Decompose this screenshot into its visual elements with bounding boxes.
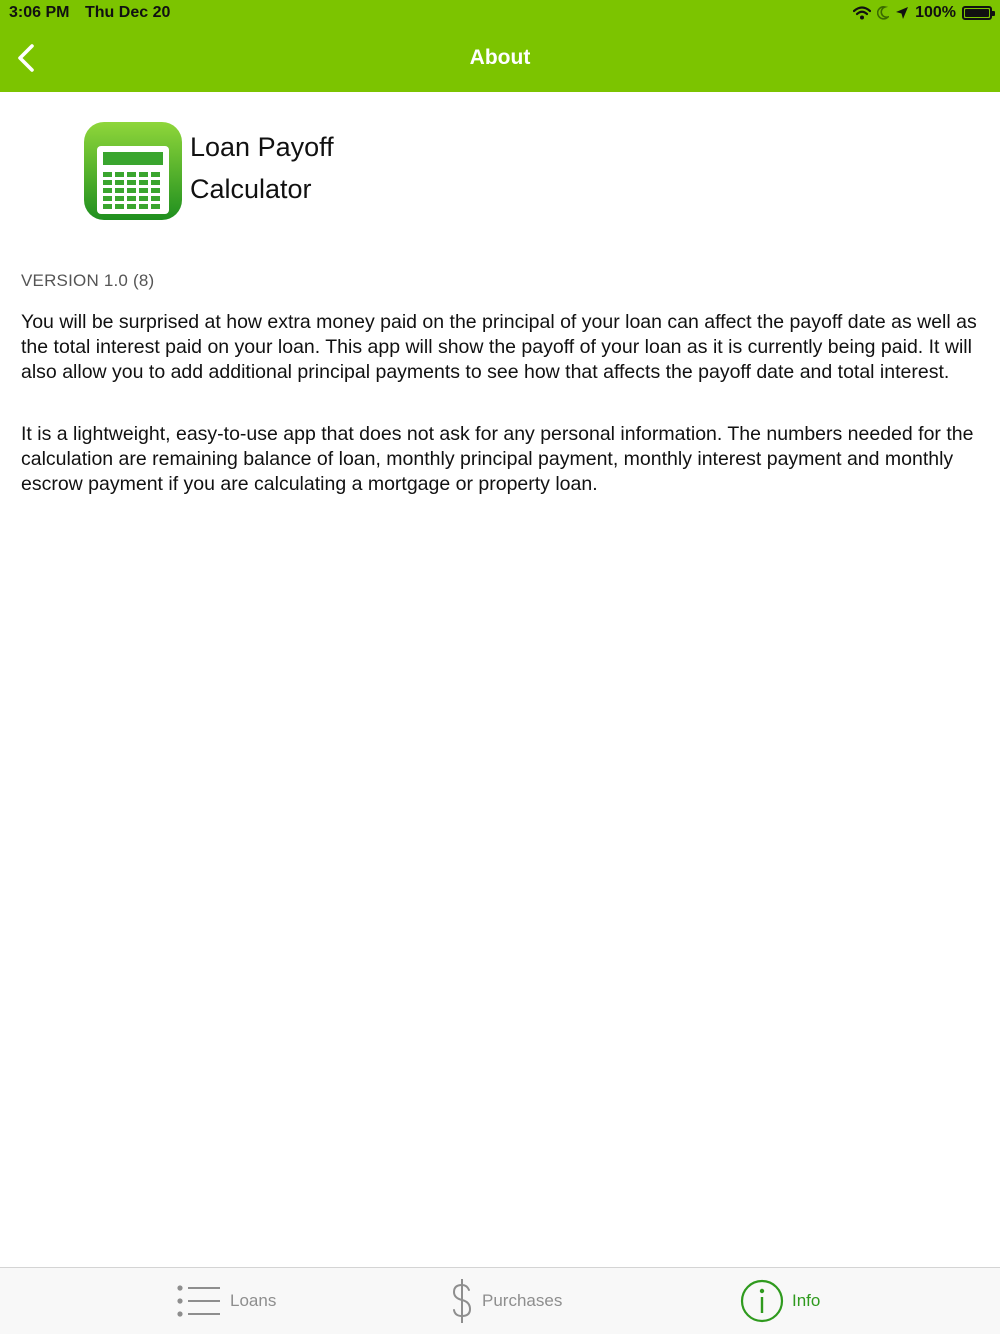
tab-purchases-label: Purchases: [482, 1291, 563, 1310]
status-date: Thu Dec 20: [85, 4, 171, 21]
status-bar: [0, 0, 1000, 26]
list-icon: [174, 1283, 222, 1319]
dollar-icon: [450, 1278, 474, 1324]
description-paragraph-2: It is a lightweight, easy-to-use app that does not ask for any personal information. The numbers needed for the calculation are remaining balance of loan, monthly principal payment, monthly interest payment and monthly escrow payment if you are calculating a mortgage or property loan.: [21, 423, 974, 495]
version-label: VERSION 1.0 (8): [21, 271, 155, 290]
wifi-icon: [853, 6, 871, 20]
app-name-line2: Calculator: [190, 174, 312, 204]
tab-info-label: Info: [792, 1291, 821, 1310]
page-title: About: [469, 46, 531, 69]
location-arrow-icon: [895, 6, 909, 20]
info-icon: [740, 1279, 784, 1323]
tab-bar: [0, 1267, 1000, 1334]
calculator-icon: [84, 122, 182, 220]
top-bar: [0, 0, 1000, 92]
app-name: [190, 126, 410, 210]
tab-info[interactable]: [740, 1268, 820, 1334]
status-indicators: [853, 3, 992, 23]
tab-loans[interactable]: [174, 1268, 276, 1334]
battery-percent: 100%: [915, 4, 956, 21]
status-time: 3:06 PM: [9, 4, 70, 21]
moon-icon: [877, 6, 889, 20]
battery-icon: [962, 6, 992, 20]
navigation-bar: [0, 26, 1000, 92]
tab-purchases[interactable]: [450, 1268, 562, 1334]
app-name-line1: Loan Payoff: [190, 132, 334, 162]
tab-loans-label: Loans: [230, 1291, 277, 1310]
description-paragraph-1: You will be surprised at how extra money paid on the principal of your loan can affect the payoff date as well as the total interest paid on your loan. This app will show the payoff of your loan as it is currently being paid. It will also allow you to add additional principal payments to see how that affects the payoff date and total interest.: [21, 311, 977, 383]
